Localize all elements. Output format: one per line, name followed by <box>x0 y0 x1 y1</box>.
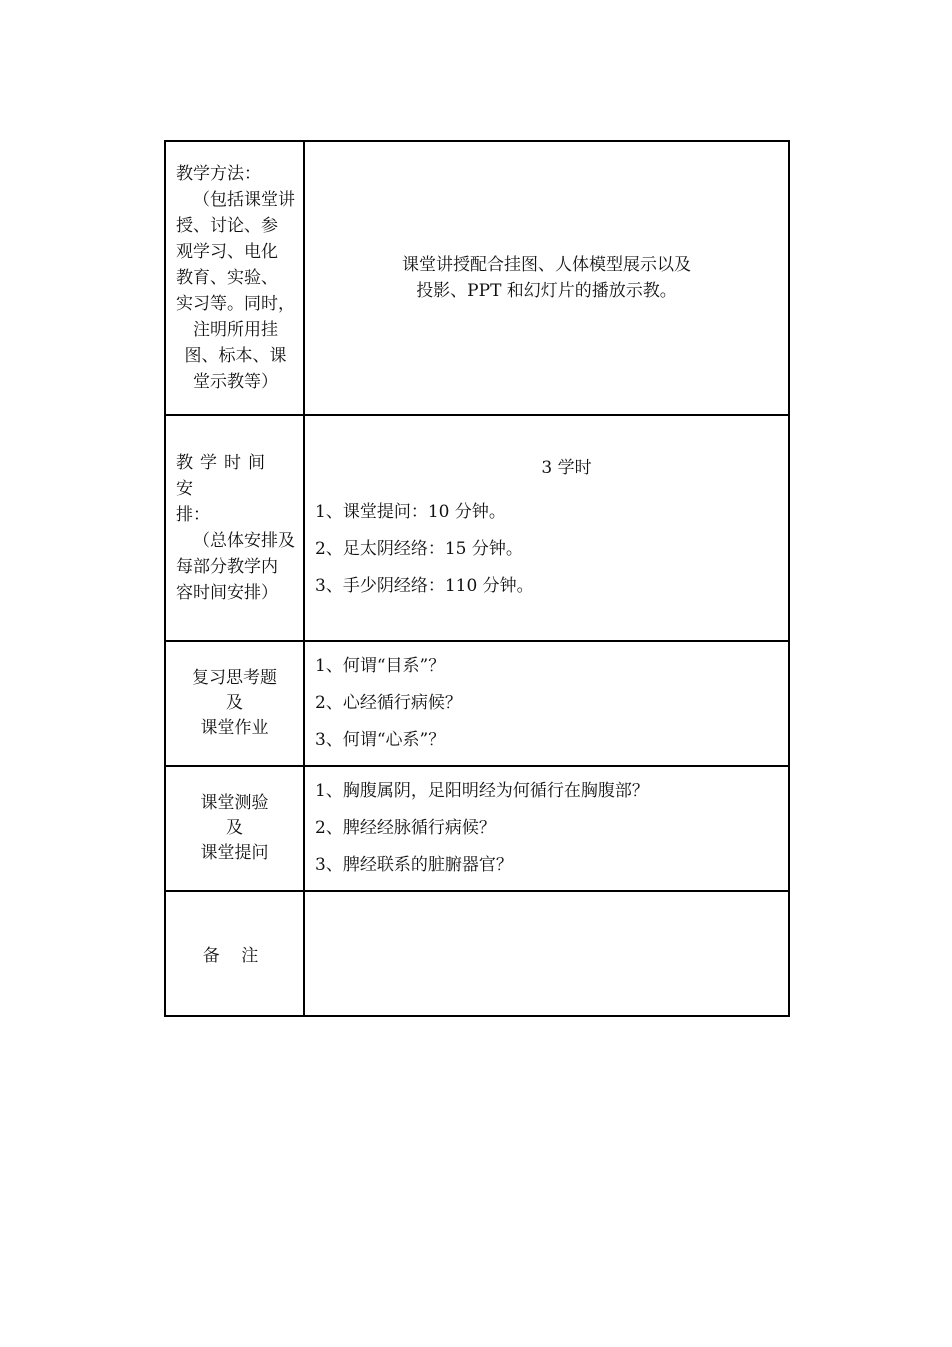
content-line: 投影、PPT 和幻灯片的播放示教。 <box>416 281 677 301</box>
label-line: 复习思考题 <box>192 668 277 688</box>
label-line: 教学方法： <box>176 164 261 184</box>
label-line: 课堂作业 <box>200 718 269 738</box>
quiz-label-cell <box>165 766 304 891</box>
label-line: 及 <box>226 693 243 713</box>
quiz-label <box>166 791 303 866</box>
quiz-list <box>305 773 788 884</box>
label-line: 每部分教学内 <box>176 557 278 577</box>
label-line: 教学时间安 <box>176 453 272 499</box>
teaching-methods-label-cell <box>165 141 304 415</box>
teaching-methods-label <box>166 161 303 395</box>
list-item: 3、脾经联系的脏腑器官？ <box>315 855 513 875</box>
review-questions-label-cell <box>165 641 304 766</box>
quiz-row <box>165 766 789 891</box>
notes-content-cell <box>304 891 789 1016</box>
teaching-schedule-row <box>165 415 789 641</box>
list-item: 2、心经循行病候？ <box>315 693 462 713</box>
notes-row <box>165 891 789 1016</box>
label-line: 及 <box>226 818 243 838</box>
list-item: 2、足太阴经络：15 分钟。 <box>315 538 523 559</box>
label-line: 课堂测验 <box>200 793 269 813</box>
review-questions-content-cell <box>304 641 789 766</box>
label-line: （包括课堂讲 <box>193 190 295 210</box>
teaching-methods-row <box>165 141 789 415</box>
content-line: 课堂讲授配合挂图、人体模型展示以及 <box>402 255 691 275</box>
list-item: 3、何谓“心系”？ <box>315 730 446 750</box>
label-line: 容时间安排） <box>176 583 278 603</box>
label-line: （总体安排及 <box>193 531 295 551</box>
notes-label: 备 注 <box>202 946 267 966</box>
list-item: 1、课堂提问：10 分钟。 <box>315 501 506 522</box>
teaching-schedule-label <box>166 450 303 606</box>
label-line: 堂示教等） <box>193 372 278 392</box>
teaching-methods-content-cell <box>304 141 789 415</box>
label-line: 教育、实验、 <box>176 268 278 288</box>
label-line: 授、讨论、参 <box>176 216 278 236</box>
total-hours: 3 学时 <box>541 457 592 478</box>
lesson-plan-table <box>164 140 790 1017</box>
label-line: 图、标本、课 <box>184 346 287 366</box>
teaching-methods-content <box>305 252 788 304</box>
label-line: 课堂提问 <box>200 843 269 863</box>
review-questions-label <box>166 666 303 741</box>
label-line: 实习等。同时， <box>176 294 295 314</box>
teaching-schedule-content-cell <box>304 415 789 641</box>
label-line: 观学习、电化 <box>176 242 278 262</box>
teaching-schedule-label-cell <box>165 415 304 641</box>
list-item: 1、胸腹属阴，足阳明经为何循行在胸腹部？ <box>315 781 649 801</box>
schedule-list <box>305 494 788 605</box>
quiz-content-cell <box>304 766 789 891</box>
list-item: 1、何谓“目系”？ <box>315 656 446 676</box>
list-item: 3、手少阴经络：110 分钟。 <box>315 575 534 596</box>
label-line: 排： <box>176 505 210 525</box>
list-item: 2、脾经经脉循行病候？ <box>315 818 496 838</box>
review-questions-row <box>165 641 789 766</box>
label-line: 注明所用挂 <box>193 320 278 340</box>
review-list <box>305 648 788 759</box>
notes-label-cell <box>165 891 304 1016</box>
